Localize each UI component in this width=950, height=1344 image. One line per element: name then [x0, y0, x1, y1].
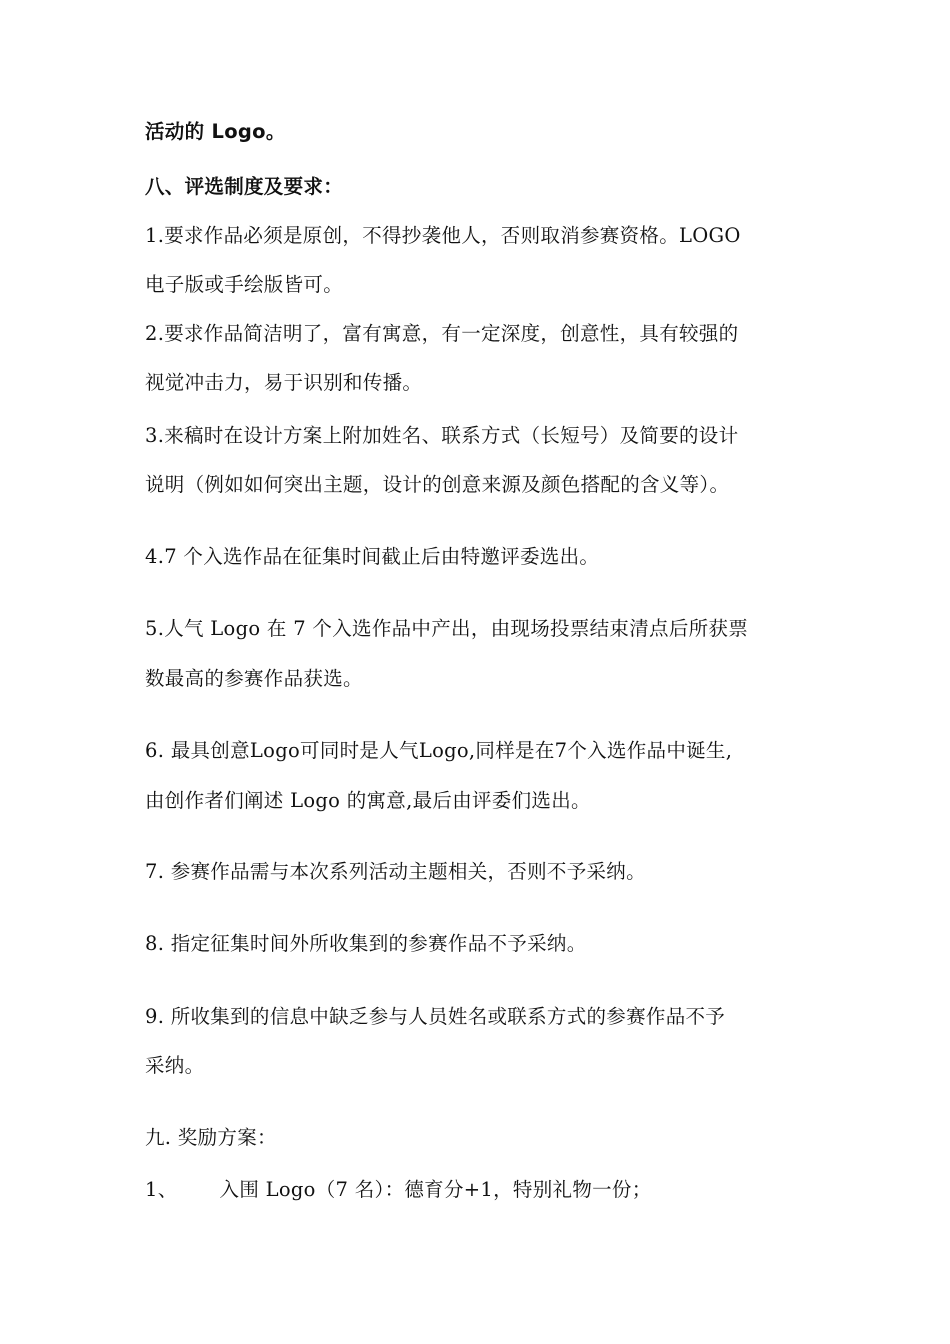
list-item-2-line-1: 2.要求作品简洁明了，富有寓意，有一定深度，创意性，具有较强的: [145, 322, 739, 345]
list-item-5-line-2: 数最高的参赛作品获选。: [145, 667, 363, 690]
reward-item-1: [145, 1176, 815, 1204]
list-item-5-line-1: 5.人气 Logo 在 7 个入选作品中产出，由现场投票结束清点后所获票: [145, 617, 749, 640]
list-item-1-line-2: 电子版或手绘版皆可。: [145, 273, 344, 296]
list-item-4: 4.7 个入选作品在征集时间截止后由特邀评委选出。: [145, 545, 600, 568]
list-item-1-line-1: 1.要求作品必须是原创，不得抄袭他人，否则取消参赛资格。LOGO: [145, 224, 741, 247]
list-item-2-line-2: 视觉冲击力，易于识别和传播。: [145, 371, 423, 394]
reward-item-number: 1、: [145, 1178, 178, 1201]
list-item-7: 7. 参赛作品需与本次系列活动主题相关，否则不予采纳。: [145, 860, 646, 883]
section-heading-rewards: 九. 奖励方案：: [145, 1126, 277, 1149]
section-heading: 八、评选制度及要求：: [145, 175, 344, 198]
list-item-6-line-2: 由创作者们阐述 Logo 的寓意,最后由评委们选出。: [145, 789, 591, 812]
list-item-9-line-2: 采纳。: [145, 1054, 205, 1077]
list-item-8: 8. 指定征集时间外所收集到的参赛作品不予采纳。: [145, 932, 587, 955]
paragraph-line: 活动的 Logo。: [145, 120, 286, 143]
list-item-6-line-1: 6. 最具创意Logo可同时是人气Logo,同样是在7个入选作品中诞生,: [145, 739, 733, 762]
reward-item-text: 入围 Logo（7 名）：德育分+1，特别礼物一份；: [219, 1178, 652, 1201]
list-item-3-line-1: 3.来稿时在设计方案上附加姓名、联系方式（长短号）及简要的设计: [145, 424, 739, 447]
list-item-3-line-2: 说明（例如如何突出主题，设计的创意来源及颜色搭配的含义等）。: [145, 473, 730, 496]
list-item-9-line-1: 9. 所收集到的信息中缺乏参与人员姓名或联系方式的参赛作品不予: [145, 1005, 726, 1028]
